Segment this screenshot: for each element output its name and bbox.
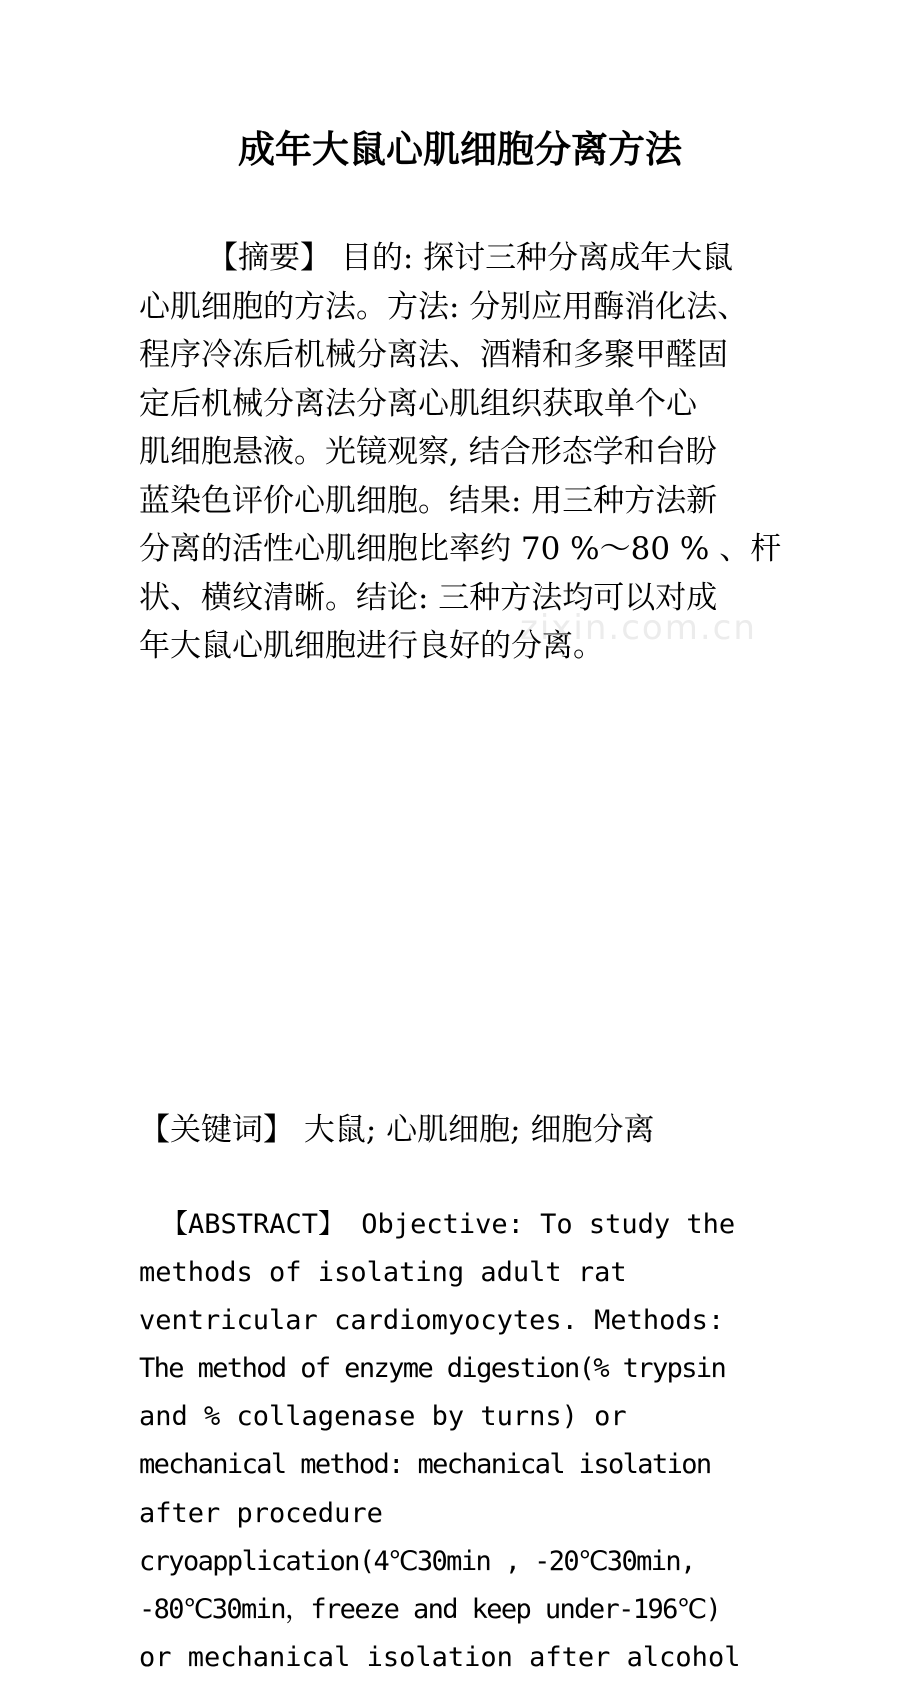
- document-title: 成年大鼠心肌细胞分离方法: [0, 124, 920, 174]
- abstract-zh: [139, 234, 789, 671]
- abstract-en-line: ventricular cardiomyocytes. Methods:: [139, 1297, 789, 1345]
- abstract-en-line: methods of isolating adult rat: [139, 1249, 789, 1297]
- abstract-en-line: The method of enzyme digestion(% trypsin: [139, 1345, 789, 1393]
- abstract-zh-line: 定后机械分离法分离心肌组织获取单个心: [139, 380, 789, 429]
- abstract-zh-line: 程序冷冻后机械分离法、酒精和多聚甲醛固: [139, 331, 789, 380]
- abstract-zh-line: 年大鼠心肌细胞进行良好的分离。: [139, 622, 789, 671]
- abstract-zh-line: 状、横纹清晰。结论: 三种方法均可以对成: [139, 574, 789, 623]
- abstract-zh-line: 蓝染色评价心肌细胞。结果: 用三种方法新: [139, 477, 789, 526]
- abstract-zh-line: 肌细胞悬液。光镜观察, 结合形态学和台盼: [139, 428, 789, 477]
- abstract-zh-line: 心肌细胞的方法。方法: 分别应用酶消化法、: [139, 283, 789, 332]
- abstract-en-line: -80℃30min，freeze and keep under-196℃): [139, 1586, 789, 1634]
- abstract-en-line: or mechanical isolation after alcohol: [139, 1634, 789, 1682]
- watermark-text: zixin.com.cn: [520, 608, 757, 648]
- abstract-en-line: and % collagenase by turns) or: [139, 1393, 789, 1441]
- abstract-zh-line: 【摘要】 目的: 探讨三种分离成年大鼠: [139, 234, 789, 283]
- abstract-en: [139, 1201, 789, 1682]
- abstract-en-line: after procedure: [139, 1490, 789, 1538]
- abstract-en-line: 【ABSTRACT】 Objective: To study the: [139, 1201, 789, 1249]
- keywords-zh: 【关键词】 大鼠; 心肌细胞; 细胞分离: [139, 1107, 920, 1153]
- abstract-zh-line: 分离的活性心肌细胞比率约 70 %～80 % 、杆: [139, 525, 789, 574]
- abstract-en-line: mechanical method: mechanical isolation: [139, 1441, 789, 1489]
- abstract-en-line: cryoapplication(4℃30min , -20℃30min,: [139, 1538, 789, 1586]
